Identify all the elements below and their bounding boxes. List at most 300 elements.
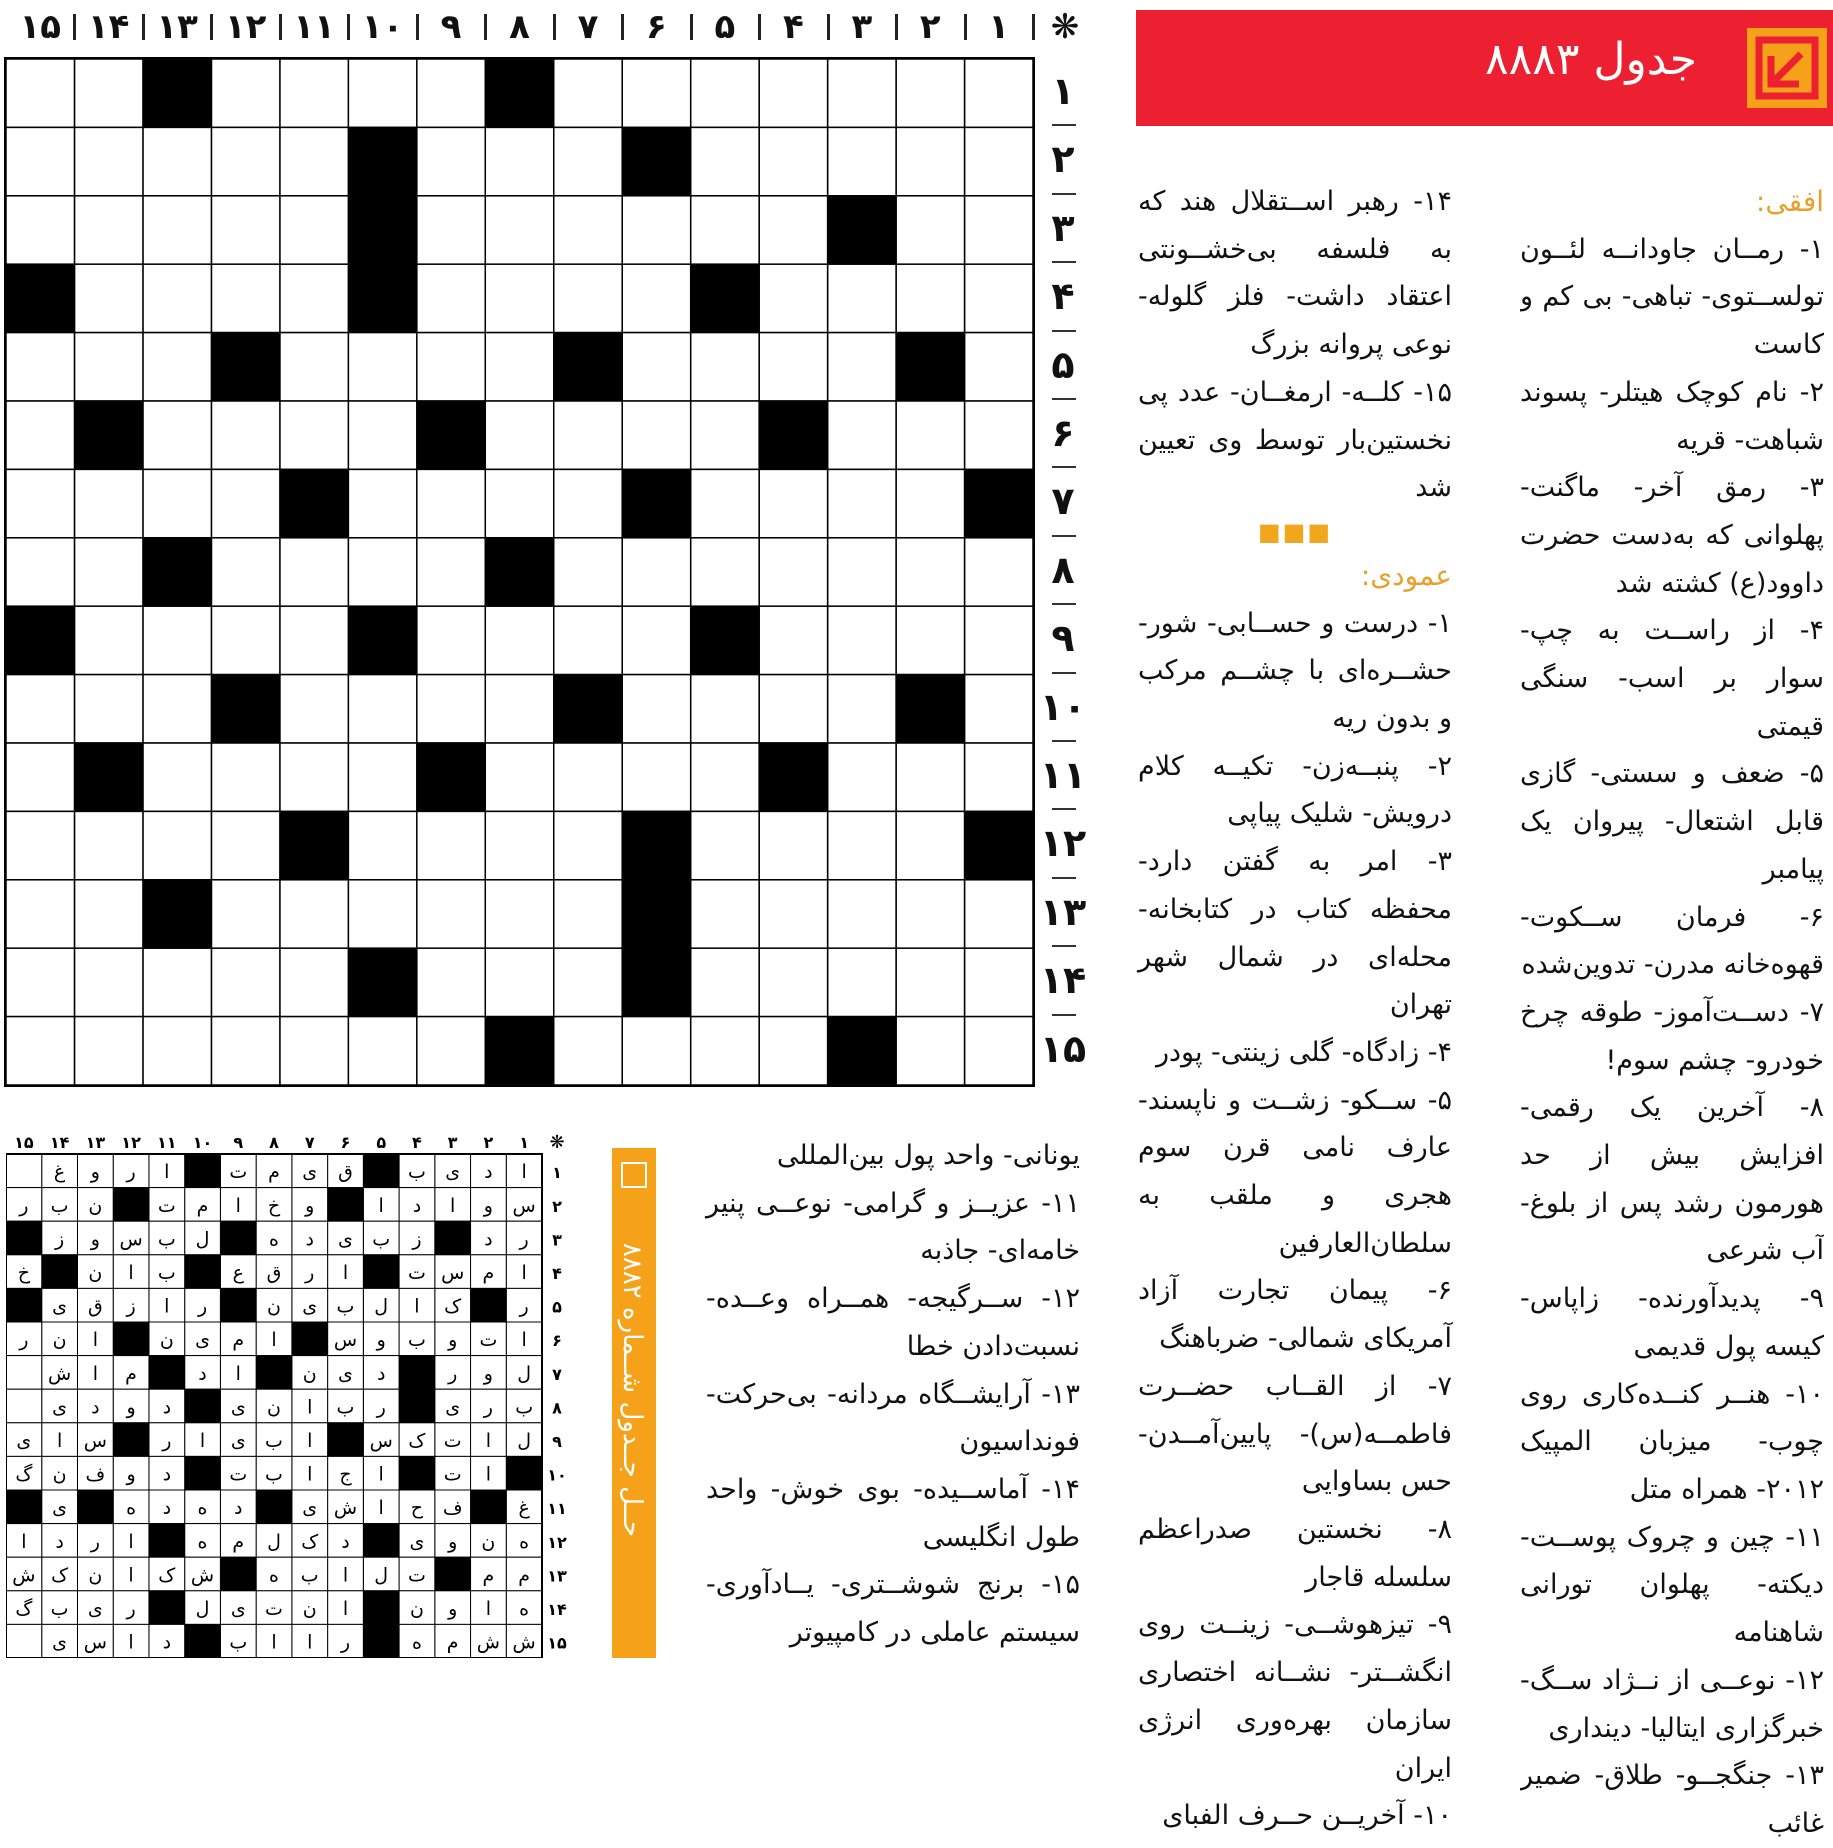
- grid-cell[interactable]: [828, 675, 896, 743]
- horizontal-clue: ۹- پدیدآورنده- زاپاس- کیسه پول قدیمی: [1520, 1283, 1824, 1362]
- grid-cell[interactable]: [6, 469, 74, 537]
- solution-letter: ن: [88, 1194, 103, 1217]
- grid-cell[interactable]: [691, 196, 759, 264]
- grid-cell[interactable]: [759, 333, 827, 401]
- horizontal-clue: ۱۰- هنــر کنــده‌کاری روی چوب- میزبان المپیک ۲۰۱۲- همراه متل: [1520, 1378, 1824, 1505]
- grid-cell[interactable]: [691, 880, 759, 948]
- vertical-heading: عمودی:: [1360, 558, 1452, 592]
- grid-cell[interactable]: [485, 811, 553, 879]
- grid-cell[interactable]: [828, 59, 896, 127]
- grid-cell[interactable]: [348, 675, 416, 743]
- solution-letter: د: [412, 1194, 422, 1217]
- grid-cell[interactable]: [485, 401, 553, 469]
- grid-cell[interactable]: [280, 264, 348, 332]
- grid-cell[interactable]: [896, 127, 964, 195]
- grid-cell[interactable]: [759, 469, 827, 537]
- grid-cell[interactable]: [74, 538, 142, 606]
- grid-cell[interactable]: [554, 948, 622, 1016]
- grid-cell[interactable]: [6, 675, 74, 743]
- grid-cell[interactable]: [485, 948, 553, 1016]
- grid-cell[interactable]: [6, 811, 74, 879]
- black-cell: [691, 264, 759, 332]
- solution-letter: ب: [229, 1631, 248, 1654]
- solution-black-cell: [506, 1456, 542, 1490]
- grid-cell[interactable]: [691, 401, 759, 469]
- row-number: ۱: [1051, 69, 1075, 113]
- grid-cell[interactable]: [622, 538, 690, 606]
- grid-cell[interactable]: [896, 469, 964, 537]
- clue-continued: ۱۴- آماســیده- بوی خوش- واحد طول انگلیسی: [706, 1473, 1080, 1553]
- grid-cell[interactable]: [280, 743, 348, 811]
- solution-letter: ا: [307, 1631, 313, 1654]
- clue-continued: ۱۵- برنج شوشــتری- یــادآوری- سیستم عاملی در کامپیوتر: [706, 1569, 1080, 1649]
- grid-cell[interactable]: [6, 1017, 74, 1085]
- grid-cell[interactable]: [280, 880, 348, 948]
- grid-cell[interactable]: [896, 1017, 964, 1085]
- grid-cell[interactable]: [691, 743, 759, 811]
- solution-letter: ه: [197, 1497, 208, 1520]
- solution-letter: ب: [157, 1228, 176, 1251]
- grid-cell[interactable]: [554, 196, 622, 264]
- grid-cell[interactable]: [74, 675, 142, 743]
- grid-cell[interactable]: [965, 606, 1033, 674]
- solution-letter: م: [482, 1564, 495, 1587]
- grid-cell[interactable]: [280, 196, 348, 264]
- grid-cell[interactable]: [348, 59, 416, 127]
- crossword-grid[interactable]: [4, 57, 1035, 1087]
- grid-cell[interactable]: [485, 333, 553, 401]
- grid-cell[interactable]: [896, 401, 964, 469]
- solution-row-number: ۱۳: [547, 1566, 567, 1586]
- grid-cell[interactable]: [759, 880, 827, 948]
- grid-cell[interactable]: [691, 948, 759, 1016]
- solution-letter: ا: [521, 1261, 527, 1284]
- solution-letter: گ: [15, 1597, 33, 1620]
- grid-cell[interactable]: [759, 127, 827, 195]
- grid-cell[interactable]: [417, 948, 485, 1016]
- grid-cell[interactable]: [965, 880, 1033, 948]
- solution-letter: ر: [340, 1631, 351, 1654]
- grid-cell[interactable]: [417, 264, 485, 332]
- grid-cell[interactable]: [417, 880, 485, 948]
- grid-cell[interactable]: [896, 880, 964, 948]
- grid-cell[interactable]: [211, 196, 279, 264]
- grid-cell[interactable]: [211, 538, 279, 606]
- row-number: ۵: [1051, 342, 1075, 387]
- grid-cell[interactable]: [691, 469, 759, 537]
- row-number: ۲: [1051, 137, 1075, 182]
- grid-cell[interactable]: [74, 880, 142, 948]
- clue-continued: ۱۱- عزیــز و گرامی- نوعــی پنیر خامه‌ای- جاذبه: [706, 1187, 1080, 1267]
- solution-letter: ل: [517, 1362, 532, 1385]
- solution-letter: خ: [17, 1261, 30, 1284]
- vertical-clue: ۲- پنبــه‌زن- تکیــه کلام درویش- شلیک پیاپی: [1138, 750, 1452, 830]
- grid-cell[interactable]: [691, 1017, 759, 1085]
- grid-cell[interactable]: [6, 880, 74, 948]
- grid-cell[interactable]: [896, 538, 964, 606]
- black-cell: [759, 743, 827, 811]
- solution-letter: ن: [302, 1362, 317, 1385]
- grid-cell[interactable]: [143, 743, 211, 811]
- solution-letter: ه: [269, 1228, 279, 1251]
- solution-letter: ن: [159, 1329, 174, 1352]
- column-separator: [210, 14, 213, 40]
- grid-cell[interactable]: [417, 675, 485, 743]
- grid-cell[interactable]: [759, 811, 827, 879]
- grid-cell[interactable]: [143, 264, 211, 332]
- grid-cell[interactable]: [828, 880, 896, 948]
- grid-cell[interactable]: [622, 675, 690, 743]
- grid-cell[interactable]: [143, 469, 211, 537]
- grid-cell[interactable]: [896, 59, 964, 127]
- grid-cell[interactable]: [211, 1017, 279, 1085]
- grid-cell[interactable]: [554, 264, 622, 332]
- solution-letter: س: [83, 1429, 107, 1452]
- solution-column-number: ۴: [412, 1133, 422, 1152]
- grid-cell[interactable]: [6, 401, 74, 469]
- grid-cell[interactable]: [691, 59, 759, 127]
- grid-cell[interactable]: [74, 1017, 142, 1085]
- grid-cell[interactable]: [280, 675, 348, 743]
- solution-letter: ت: [265, 1597, 283, 1620]
- solution-letter: د: [305, 1228, 314, 1251]
- solution-letter: گ: [15, 1463, 33, 1486]
- grid-cell[interactable]: [6, 743, 74, 811]
- black-cell: [965, 469, 1033, 537]
- grid-cell[interactable]: [965, 538, 1033, 606]
- black-cell: [622, 469, 690, 537]
- grid-cell[interactable]: [485, 675, 553, 743]
- grid-cell[interactable]: [348, 811, 416, 879]
- solution-letter: ل: [195, 1597, 210, 1620]
- solution-black-cell: [113, 1322, 149, 1356]
- solution-letter: ت: [443, 1429, 462, 1452]
- grid-cell[interactable]: [622, 196, 690, 264]
- grid-cell[interactable]: [74, 606, 142, 674]
- grid-cell[interactable]: [828, 538, 896, 606]
- grid-cell[interactable]: [965, 127, 1033, 195]
- grid-cell[interactable]: [485, 880, 553, 948]
- solution-letter: ب: [50, 1597, 69, 1620]
- solution-letter: ر: [126, 1597, 136, 1620]
- grid-cell[interactable]: [143, 196, 211, 264]
- grid-cell[interactable]: [6, 948, 74, 1016]
- solution-black-cell: [149, 1524, 185, 1558]
- grid-cell[interactable]: [896, 264, 964, 332]
- grid-cell[interactable]: [6, 127, 74, 195]
- solution-column-number: ۳: [447, 1133, 458, 1152]
- solution-letter: د: [162, 1497, 172, 1520]
- black-cell: [143, 880, 211, 948]
- grid-cell[interactable]: [417, 1017, 485, 1085]
- grid-cell[interactable]: [554, 401, 622, 469]
- grid-cell[interactable]: [74, 59, 142, 127]
- grid-cell[interactable]: [896, 948, 964, 1016]
- grid-cell[interactable]: [554, 1017, 622, 1085]
- grid-cell[interactable]: [485, 743, 553, 811]
- grid-cell[interactable]: [828, 469, 896, 537]
- grid-cell[interactable]: [417, 469, 485, 537]
- clue-continued: ۱۲- ســرگیجه- همــراه وعــده- نسبت‌دادن خطا: [706, 1283, 1080, 1362]
- solution-letter: ی: [52, 1631, 68, 1654]
- grid-cell[interactable]: [143, 127, 211, 195]
- grid-cell[interactable]: [348, 333, 416, 401]
- solution-letter: و: [448, 1530, 458, 1553]
- grid-cell[interactable]: [348, 538, 416, 606]
- grid-cell[interactable]: [759, 196, 827, 264]
- horizontal-clue: ۵- ضعف و سستی- گازی قابل اشتعال- پیروان یک پیامبر: [1520, 758, 1824, 885]
- grid-cell[interactable]: [211, 606, 279, 674]
- grid-cell[interactable]: [622, 59, 690, 127]
- grid-cell[interactable]: [280, 401, 348, 469]
- grid-cell[interactable]: [691, 675, 759, 743]
- solution-letter: ا: [414, 1295, 420, 1318]
- grid-cell[interactable]: [759, 675, 827, 743]
- grid-cell[interactable]: [622, 264, 690, 332]
- grid-cell[interactable]: [417, 59, 485, 127]
- grid-cell[interactable]: [211, 59, 279, 127]
- grid-cell[interactable]: [896, 606, 964, 674]
- grid-cell[interactable]: [828, 948, 896, 1016]
- solution-letter: ا: [199, 1429, 206, 1452]
- solution-letter: غ: [53, 1161, 66, 1184]
- solution-letter: ب: [157, 1261, 176, 1284]
- solution-letter: ا: [378, 1497, 384, 1520]
- grid-cell[interactable]: [965, 264, 1033, 332]
- grid-cell[interactable]: [143, 811, 211, 879]
- grid-cell[interactable]: [622, 333, 690, 401]
- grid-cell[interactable]: [622, 743, 690, 811]
- grid-cell[interactable]: [554, 880, 622, 948]
- grid-cell[interactable]: [828, 127, 896, 195]
- grid-cell[interactable]: [485, 196, 553, 264]
- grid-cell[interactable]: [417, 811, 485, 879]
- solution-column-number: ۸: [269, 1133, 279, 1152]
- grid-cell[interactable]: [828, 606, 896, 674]
- grid-cell[interactable]: [6, 333, 74, 401]
- grid-cell[interactable]: [896, 743, 964, 811]
- grid-cell[interactable]: [965, 196, 1033, 264]
- grid-cell[interactable]: [896, 811, 964, 879]
- grid-cell[interactable]: [280, 948, 348, 1016]
- grid-cell[interactable]: [485, 469, 553, 537]
- column-separator: [1032, 14, 1035, 40]
- grid-cell[interactable]: [211, 264, 279, 332]
- grid-cell[interactable]: [280, 538, 348, 606]
- solution-black-cell: [149, 1356, 185, 1390]
- grid-cell[interactable]: [211, 743, 279, 811]
- grid-cell[interactable]: [828, 264, 896, 332]
- grid-cell[interactable]: [417, 127, 485, 195]
- grid-cell[interactable]: [280, 606, 348, 674]
- solution-letter: ی: [302, 1161, 318, 1184]
- horizontal-clue: ۱۳- جنگجــو- طلاق- ضمیر غائب: [1520, 1760, 1824, 1839]
- grid-cell[interactable]: [417, 538, 485, 606]
- grid-cell[interactable]: [691, 538, 759, 606]
- grid-cell[interactable]: [348, 880, 416, 948]
- grid-cell[interactable]: [828, 743, 896, 811]
- grid-cell[interactable]: [759, 538, 827, 606]
- solution-letter: ر: [376, 1396, 386, 1419]
- grid-cell[interactable]: [211, 948, 279, 1016]
- horizontal-clue: ۱۵- کلــه- ارمغــان- عدد پی نخستین‌بار توسط وی تعیین شد: [1138, 376, 1452, 504]
- black-cell: [828, 1017, 896, 1085]
- grid-cell[interactable]: [691, 127, 759, 195]
- grid-cell[interactable]: [280, 333, 348, 401]
- grid-cell[interactable]: [417, 606, 485, 674]
- section-separator: ■■■: [1257, 517, 1333, 546]
- grid-cell[interactable]: [828, 401, 896, 469]
- row-number: ۱۴: [1039, 958, 1087, 1003]
- horizontal-clue: ۱۴- رهبر اســتقلال هند که به فلسفه بی‌خشــونتی اعتقاد داشت- فلز گلوله- نوعی پروانه بزرگ: [1138, 186, 1452, 361]
- grid-cell[interactable]: [211, 469, 279, 537]
- grid-cell[interactable]: [143, 1017, 211, 1085]
- solution-letter: ا: [485, 1463, 492, 1486]
- solution-black-cell: [42, 1255, 78, 1289]
- grid-cell[interactable]: [348, 743, 416, 811]
- solution-letter: د: [162, 1463, 172, 1486]
- grid-cell[interactable]: [74, 196, 142, 264]
- grid-cell[interactable]: [828, 811, 896, 879]
- solution-letter: د: [91, 1396, 100, 1419]
- row-separator: [1052, 124, 1076, 126]
- grid-cell[interactable]: [6, 196, 74, 264]
- solution-letter: و: [483, 1362, 493, 1385]
- horizontal-clue: ۷- دســت‌آموز- طوقه چرخ خودرو- چشم سوم!: [1520, 996, 1824, 1076]
- grid-cell[interactable]: [417, 196, 485, 264]
- grid-cell[interactable]: [554, 59, 622, 127]
- solution-column-number: ۱: [519, 1133, 530, 1152]
- row-number: ۱۳: [1039, 889, 1087, 934]
- grid-cell[interactable]: [348, 401, 416, 469]
- solution-letter: ا: [307, 1429, 313, 1452]
- grid-cell[interactable]: [143, 333, 211, 401]
- grid-cell[interactable]: [965, 948, 1033, 1016]
- grid-cell[interactable]: [759, 606, 827, 674]
- solution-cell: [6, 1624, 42, 1658]
- solution-letter: ا: [56, 1429, 63, 1452]
- solution-letter: ا: [521, 1329, 527, 1352]
- grid-cell[interactable]: [622, 401, 690, 469]
- solution-letter: ا: [128, 1564, 134, 1587]
- grid-cell[interactable]: [74, 948, 142, 1016]
- grid-cell[interactable]: [211, 880, 279, 948]
- grid-cell[interactable]: [965, 675, 1033, 743]
- solution-letter: ا: [485, 1597, 492, 1620]
- solution-letter: ع: [232, 1261, 244, 1284]
- solution-letter: ا: [164, 1161, 170, 1184]
- column-number-header: [0, 2, 1080, 52]
- grid-cell[interactable]: [211, 811, 279, 879]
- grid-cell[interactable]: [485, 127, 553, 195]
- grid-cell[interactable]: [965, 333, 1033, 401]
- grid-cell[interactable]: [417, 333, 485, 401]
- column-separator: [416, 14, 419, 40]
- grid-cell[interactable]: [828, 333, 896, 401]
- grid-cell[interactable]: [622, 1017, 690, 1085]
- grid-cell[interactable]: [211, 401, 279, 469]
- grid-cell[interactable]: [74, 811, 142, 879]
- grid-cell[interactable]: [280, 127, 348, 195]
- grid-cell[interactable]: [554, 811, 622, 879]
- grid-cell[interactable]: [554, 469, 622, 537]
- grid-cell[interactable]: [143, 675, 211, 743]
- black-cell: [622, 880, 690, 948]
- solution-letter: م: [268, 1161, 280, 1184]
- solution-letter: و: [448, 1597, 458, 1620]
- grid-cell[interactable]: [143, 401, 211, 469]
- grid-cell[interactable]: [143, 606, 211, 674]
- grid-cell[interactable]: [280, 1017, 348, 1085]
- grid-cell[interactable]: [759, 59, 827, 127]
- solution-letter: ر: [305, 1261, 315, 1284]
- solution-letter: م: [232, 1530, 245, 1553]
- grid-cell[interactable]: [280, 59, 348, 127]
- grid-cell[interactable]: [74, 127, 142, 195]
- grid-cell[interactable]: [554, 127, 622, 195]
- grid-cell[interactable]: [965, 743, 1033, 811]
- column-separator: [484, 14, 487, 40]
- grid-cell[interactable]: [211, 127, 279, 195]
- grid-cell[interactable]: [965, 1017, 1033, 1085]
- grid-cell[interactable]: [759, 1017, 827, 1085]
- solution-title: حــل جــدول شــماره ۸۸۸۲: [617, 1242, 647, 1538]
- grid-cell[interactable]: [485, 606, 553, 674]
- solution-letter: ب: [336, 1396, 355, 1419]
- grid-cell[interactable]: [965, 59, 1033, 127]
- grid-cell[interactable]: [554, 538, 622, 606]
- grid-cell[interactable]: [74, 333, 142, 401]
- grid-cell[interactable]: [896, 196, 964, 264]
- grid-cell[interactable]: [348, 1017, 416, 1085]
- solution-letter: و: [376, 1329, 386, 1352]
- solution-letter: ا: [342, 1564, 349, 1587]
- solution-cell: [6, 1356, 42, 1390]
- grid-cell[interactable]: [74, 264, 142, 332]
- grid-cell[interactable]: [759, 948, 827, 1016]
- grid-cell[interactable]: [622, 606, 690, 674]
- solution-row-number: ۳: [552, 1230, 562, 1250]
- grid-cell[interactable]: [74, 469, 142, 537]
- grid-cell[interactable]: [691, 333, 759, 401]
- solution-letter: ر: [197, 1295, 208, 1318]
- grid-cell[interactable]: [485, 264, 553, 332]
- black-cell: [280, 811, 348, 879]
- solution-letter: ر: [483, 1396, 493, 1419]
- solution-letter: ه: [197, 1530, 208, 1553]
- grid-cell[interactable]: [6, 538, 74, 606]
- column-separator: [758, 14, 761, 40]
- grid-cell[interactable]: [554, 606, 622, 674]
- column-separator: [279, 14, 282, 40]
- grid-cell[interactable]: [348, 469, 416, 537]
- grid-cell[interactable]: [691, 811, 759, 879]
- solution-cell: [6, 1389, 42, 1423]
- solution-black-cell: [6, 1221, 42, 1255]
- row-separator: [1052, 672, 1076, 674]
- grid-cell[interactable]: [6, 59, 74, 127]
- grid-cell[interactable]: [554, 743, 622, 811]
- solution-letter: ر: [448, 1362, 458, 1385]
- grid-cell[interactable]: [759, 264, 827, 332]
- solution-letter: ک: [158, 1564, 176, 1587]
- solution-letter: ی: [52, 1497, 68, 1520]
- solution-letter: س: [512, 1194, 536, 1217]
- grid-cell[interactable]: [143, 948, 211, 1016]
- solution-letter: ن: [409, 1597, 424, 1620]
- grid-cell[interactable]: [965, 401, 1033, 469]
- solution-row-number: ۹: [552, 1431, 562, 1451]
